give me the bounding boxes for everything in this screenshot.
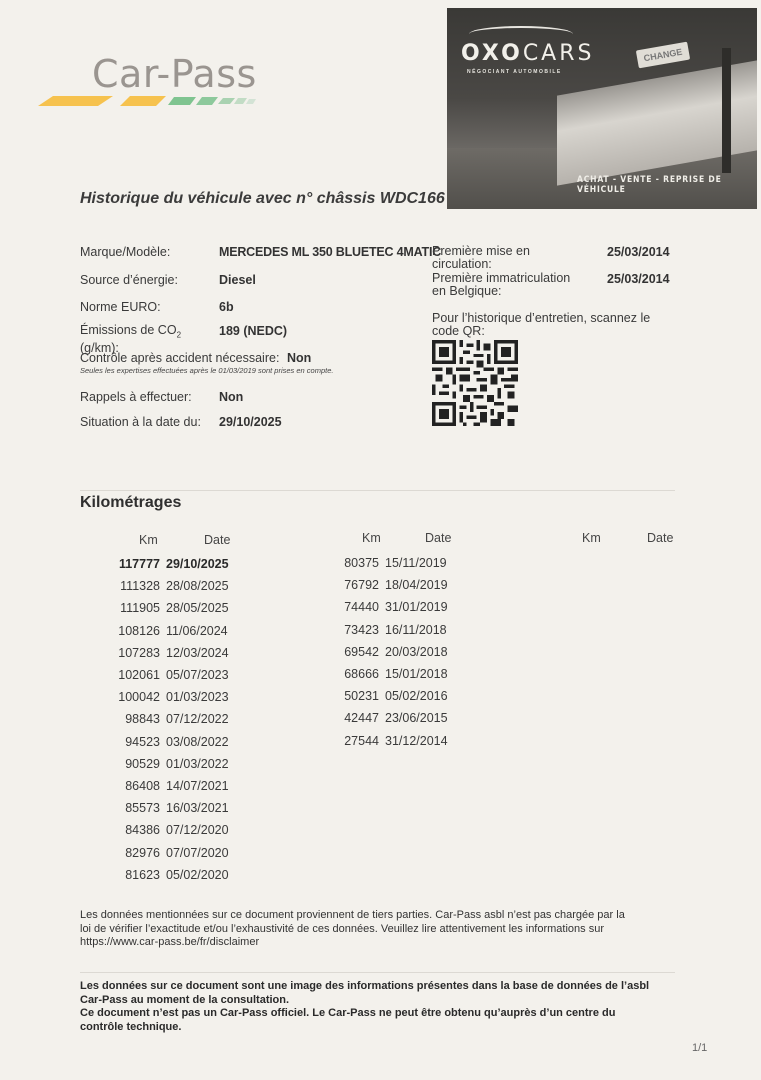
mileage-date: 05/02/2020 [166,867,229,882]
mileage-date: 28/05/2025 [166,601,229,616]
mileage-date: 07/07/2020 [166,845,229,860]
page-title: Historique du véhicule avec n° châssis WDC166 [80,190,445,207]
first-circulation-value: 25/03/2014 [607,245,670,259]
situation-date-label: Situation à la date du: [80,415,201,429]
make-model-value: MERCEDES ML 350 BLUETEC 4MATIC [219,245,442,259]
mileage-date: 29/10/2025 [166,557,229,571]
mileage-date: 16/11/2018 [385,622,447,637]
mileage-col1-date-header: Date [204,533,231,547]
recalls-value: Non [219,390,244,404]
mileage-date: 12/03/2024 [166,645,229,660]
accident-check-note: Seules les expertises effectuées après le 01/03/2019 sont prises en compte. [80,366,334,375]
energy-value: Diesel [219,273,256,287]
mileage-date: 14/07/2021 [166,779,229,793]
banner-pillar [722,48,731,173]
mileage-date: 07/12/2022 [166,712,229,727]
mileage-date: 01/03/2022 [166,756,229,771]
first-registration-value: 25/03/2014 [607,272,670,286]
mileage-km: 85573 [125,801,160,816]
mileage-km: 90529 [125,756,160,771]
mileage-row [335,645,448,659]
dealer-slogan: ACHAT - VENTE - REPRISE DE VÉHICULE [577,175,722,195]
mileage-col2-km-header: Km [362,531,381,545]
mileage-row [106,823,229,837]
car-silhouette-icon [469,26,573,42]
make-model-label: Marque/Modèle: [80,245,171,259]
car-pass-logo-text: Car-Pass [92,52,257,96]
mileage-km: 86408 [125,779,160,793]
mileage-row [106,712,229,726]
mileage-km: 102061 [118,668,160,682]
mileage-km: 108126 [118,623,160,638]
first-registration-label: Première immatriculation en Belgique: [432,271,571,298]
mileage-date: 18/04/2019 [385,578,448,593]
mileage-date: 20/03/2018 [385,644,448,659]
mileage-km: 107283 [118,645,160,660]
dealer-brand: OXOCARS [461,41,595,66]
mileage-row [335,578,448,592]
mileage-date: 05/02/2016 [385,689,448,704]
energy-label: Source d’énergie: [80,273,178,287]
co2-value: 189 (NEDC) [219,324,288,338]
mileage-km: 81623 [125,867,160,882]
mileage-date: 05/07/2023 [166,668,229,682]
mileage-row [335,667,448,681]
mileage-km: 27544 [344,733,379,748]
mileage-km: 76792 [344,578,379,593]
euro-norm-label: Norme EURO: [80,300,161,314]
dealer-banner-image [447,8,757,209]
mileage-col2-date-header: Date [425,531,452,545]
mileage-km: 117777 [118,557,160,571]
mileage-date: 07/12/2020 [166,823,229,838]
mileage-km: 69542 [344,644,379,659]
mileage-km: 80375 [344,556,379,570]
mileage-date: 31/12/2014 [385,733,448,748]
mileage-col3-date-header: Date [647,531,674,545]
mileage-date: 15/11/2019 [385,556,447,570]
car-pass-logo-bars-icon [38,92,258,110]
mileage-row [106,690,229,704]
page-number: 1/1 [692,1042,708,1054]
mileage-date: 15/01/2018 [385,667,448,681]
section-divider [80,490,675,491]
mileage-date: 01/03/2023 [166,690,229,705]
co2-label: Émissions de $CO_2$ (g/km): [80,323,182,355]
mileage-km: 111328 [120,579,160,594]
accident-check-label: Contrôle après accident nécessaire: [80,351,280,365]
recalls-label: Rappels à effectuer: [80,390,192,404]
mileage-km: 111905 [120,601,160,616]
mileage-date: 31/01/2019 [385,600,448,615]
mileage-date: 28/08/2025 [166,579,229,594]
mileage-row [106,735,229,749]
situation-date-value: 29/10/2025 [219,415,282,429]
euro-norm-value: 6b [219,300,234,314]
mileage-row [106,624,228,638]
mileage-row [106,646,229,660]
mileage-row [106,757,229,771]
mileage-row [335,600,448,614]
mileage-row [106,868,229,882]
mileage-row [106,668,229,682]
mileage-row [106,779,229,793]
mileage-km: 100042 [118,690,160,705]
mileage-km: 98843 [125,712,160,727]
notice-text: Les données sur ce document sont une image des informations présentes dans la base de données de l’asbl Car-Pass au moment de la consultation. Ce document n’est pas un Car-Pass officiel. Le Car-Pass ne peut être obtenu qu’auprès d’un centre du contrôle technique. [80,980,650,1033]
mileage-row [335,623,447,637]
mileage-km: 42447 [344,711,379,726]
mileage-row [106,846,229,860]
qr-instructions: Pour l’historique d’entretien, scannez le code QR: [432,311,651,338]
mileage-km: 82976 [125,845,160,860]
mileage-date: 11/06/2024 [166,623,228,638]
mileage-date: 16/03/2021 [166,801,229,816]
mileage-row [335,711,448,725]
banner-sign: CHANGE [636,42,690,69]
mileage-km: 74440 [344,600,379,615]
mileage-row [335,689,448,703]
mileage-row [335,734,448,748]
first-circulation-label: Première mise en circulation: [432,244,530,271]
mileage-km: 68666 [344,667,379,681]
mileage-col1-km-header: Km [139,533,158,547]
mileage-row [106,801,229,815]
mileage-date: 23/06/2015 [385,711,448,726]
mileage-km: 73423 [344,622,379,637]
dealer-subtitle: NÉGOCIANT AUTOMOBILE [467,69,562,75]
qr-code-icon[interactable] [432,340,518,426]
notice-divider [80,972,675,973]
mileage-km: 50231 [344,689,379,704]
mileage-row [106,601,229,615]
mileage-col3-km-header: Km [582,531,601,545]
mileage-km: 84386 [125,823,160,838]
disclaimer-text: Les données mentionnées sur ce document proviennent de tiers parties. Car-Pass asbl n’est pas chargée par la loi de vérifier l’exactitude et/ou l’exhaustivité de ces données. Veuillez lire attentivement les informations sur https://www.car-pass.be/fr/disclaimer [80,909,625,948]
mileage-km: 94523 [125,734,160,749]
mileage-section-title: Kilométrages [80,494,182,511]
mileage-row [106,557,229,571]
accident-check-value: Non [287,351,312,365]
mileage-row [335,556,447,570]
mileage-date: 03/08/2022 [166,734,229,749]
mileage-row [106,579,229,593]
